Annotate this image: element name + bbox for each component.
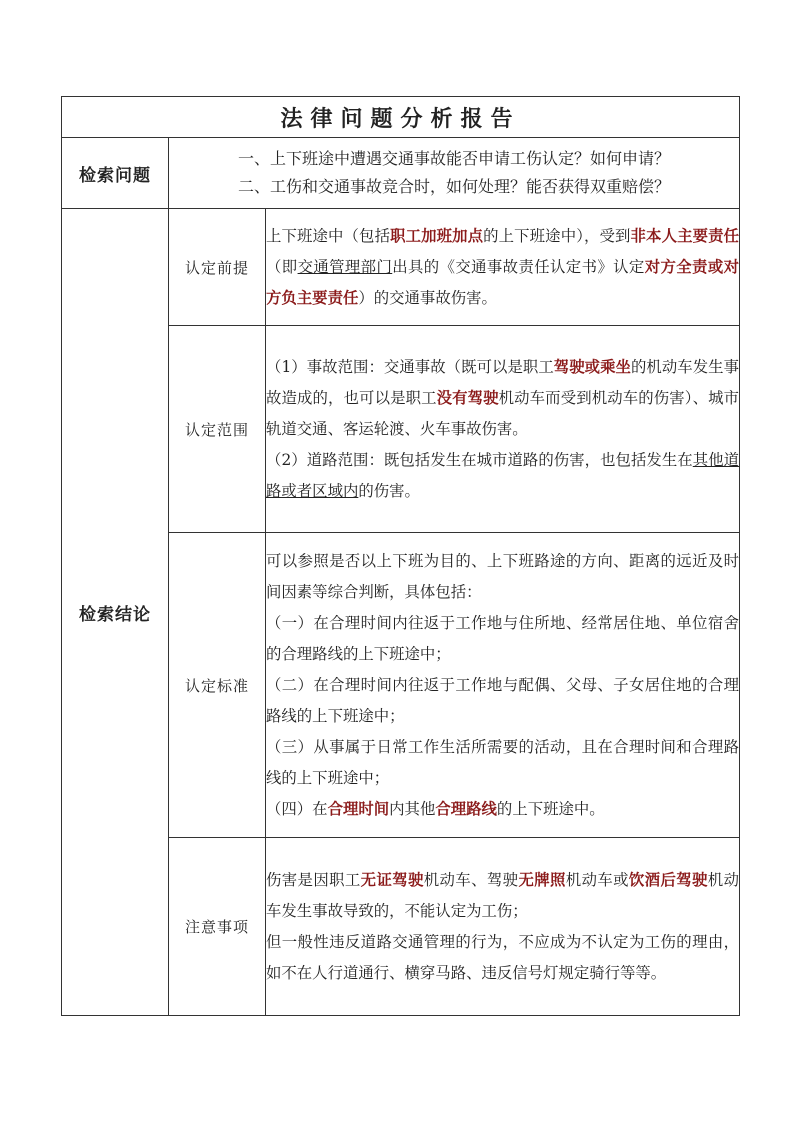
- paragraph: [266, 794, 739, 825]
- text-segment: 内其他: [389, 799, 436, 818]
- paragraph: [266, 670, 739, 732]
- highlighted-text: 职工加班加点: [390, 226, 484, 245]
- underlined-text: 交通管理部门: [297, 257, 393, 276]
- row-label-premise: 认定前提: [169, 209, 266, 326]
- highlighted-text: 无牌照: [518, 870, 566, 889]
- paragraph: [266, 732, 739, 794]
- text-segment: 可以参照是否以上下班为目的、上下班路途的方向、距离的远近及时间因素等综合判断，具体包括：: [266, 551, 740, 601]
- text-segment: （一）在合理时间内往返于工作地与住所地、经常居住地、单位宿舍的合理路线的上下班途中；: [266, 613, 740, 663]
- report-table: [61, 96, 740, 1016]
- text-segment: ）的交通事故伤害。: [358, 288, 497, 307]
- row-content-premise: [266, 209, 740, 326]
- report-title: 法律问题分析报告: [62, 97, 740, 138]
- paragraph: [266, 546, 739, 608]
- highlighted-text: 非本人主要责任: [630, 226, 739, 245]
- text-segment: 但一般性违反道路交通管理的行为，不应成为不认定为工伤的理由，如不在人行道通行、横穿马路、违反信号灯规定骑行等等。: [266, 932, 740, 982]
- row-content-scope: [266, 326, 740, 533]
- paragraph: [266, 865, 739, 927]
- paragraph: [266, 445, 739, 507]
- highlighted-text: 驾驶或乘坐: [553, 357, 631, 376]
- row-label-scope: 认定范围: [169, 326, 266, 533]
- text-segment: 机动车或: [565, 870, 629, 889]
- question-1: 一、上下班途中遭遇交通事故能否申请工伤认定？如何申请？: [238, 149, 671, 168]
- underlined-text: 其他道路或者区域内: [266, 450, 740, 500]
- text-segment: 的机动车发生事故造成的，也可以是职工: [266, 357, 740, 407]
- highlighted-text: 饮酒后驾驶: [628, 870, 708, 889]
- conclusion-label: 检索结论: [62, 209, 169, 1016]
- highlighted-text: 对方全责或对方负主要责任: [266, 257, 739, 307]
- text-segment: 机动车发生事故导致的，不能认定为工伤；: [266, 870, 739, 920]
- text-segment: （即: [266, 257, 298, 276]
- row-content-standard: [266, 533, 740, 838]
- text-segment: （1）事故范围：交通事故（既可以是职工: [266, 357, 554, 376]
- text-segment: 机动车而受到机动车的伤害）、城市轨道交通、客运轮渡、火车事故伤害。: [266, 388, 739, 438]
- text-segment: 的上下班途中），受到: [483, 226, 631, 245]
- row-label-notes: 注意事项: [169, 838, 266, 1016]
- row-label-standard: 认定标准: [169, 533, 266, 838]
- highlighted-text: 合理路线: [435, 799, 497, 818]
- row-content-notes: [266, 838, 740, 1016]
- question-2: 二、工伤和交通事故竞合时，如何处理？能否获得双重赔偿？: [238, 177, 671, 196]
- text-segment: 出具的《交通事故责任认定书》认定: [392, 257, 645, 276]
- text-segment: 上下班途中（包括: [266, 226, 391, 245]
- text-segment: 机动车、驾驶: [423, 870, 519, 889]
- question-label: 检索问题: [62, 138, 169, 209]
- paragraph: [266, 927, 739, 989]
- paragraph: [266, 352, 739, 445]
- text-segment: （2）道路范围：既包括发生在城市道路的伤害，也包括发生在: [266, 450, 693, 469]
- text-segment: 的上下班途中。: [496, 799, 605, 818]
- text-segment: 伤害是因职工: [266, 870, 361, 889]
- highlighted-text: 没有驾驶: [436, 388, 499, 407]
- text-segment: 的伤害。: [358, 481, 420, 500]
- paragraph: [266, 221, 739, 314]
- highlighted-text: 合理时间: [327, 799, 390, 818]
- paragraph: [266, 608, 739, 670]
- questions-cell: [169, 138, 740, 209]
- text-segment: （四）在: [266, 799, 328, 818]
- text-segment: （三）从事属于日常工作生活所需要的活动，且在合理时间和合理路线的上下班途中；: [266, 737, 740, 787]
- highlighted-text: 无证驾驶: [360, 870, 424, 889]
- text-segment: （二）在合理时间内往返于工作地与配偶、父母、子女居住地的合理路线的上下班途中；: [266, 675, 740, 725]
